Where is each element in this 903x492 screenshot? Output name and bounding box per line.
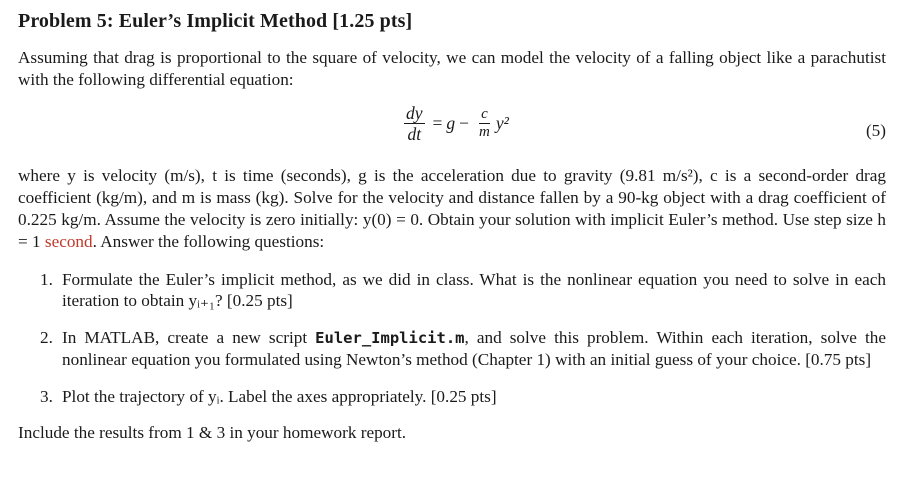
question-text-after: , and solve this problem. Within each iteration, solve the nonlinear equation you formulated using Newton’s method (Chapter 1) with an initial guess of your choice. [0.75 pts] bbox=[62, 328, 886, 369]
derivative-denominator: dt bbox=[407, 124, 422, 144]
drag-denominator: m bbox=[479, 124, 490, 140]
gravity-symbol: g bbox=[446, 113, 456, 133]
derivative-fraction bbox=[404, 103, 425, 144]
drag-numerator: c bbox=[481, 106, 488, 122]
list-marker: 3. bbox=[40, 387, 53, 406]
derivative-numerator: dy bbox=[406, 103, 423, 123]
question-text-before: In MATLAB, create a new script bbox=[62, 328, 316, 347]
body-paragraph bbox=[18, 165, 886, 253]
intro-paragraph: Assuming that drag is proportional to the square of velocity, we can model the velocity of a falling object like a parachutist with the following differential equation: bbox=[18, 48, 886, 89]
script-filename: Euler_Implicit.m bbox=[315, 329, 465, 347]
body-text-part1: where y is velocity (m/s), t is time (seconds), g is the acceleration due to gravity (9.81 m/s²), c is a second-order drag coefficient (kg/m), and m is mass (kg). Solve for the velocity and distance fallen by a 90-kg object with a drag coefficient of 0.225 kg/m. Assume the velocity is zero initially: y(0) = 0. Obtain your solution with implicit Euler’s method. Use step size h = 1 bbox=[18, 166, 886, 251]
list-marker: 1. bbox=[40, 270, 53, 289]
problem-page bbox=[18, 10, 886, 443]
list-item bbox=[18, 269, 886, 311]
list-item bbox=[18, 386, 886, 407]
equation-number: (5) bbox=[865, 121, 886, 140]
minus-sign: − bbox=[459, 113, 470, 133]
differential-equation bbox=[400, 103, 509, 144]
problem-heading: Problem 5: Euler’s Implicit Method [1.25 pts] bbox=[18, 10, 413, 32]
list-item bbox=[18, 327, 886, 370]
drag-fraction bbox=[477, 106, 492, 141]
list-marker: 2. bbox=[40, 328, 53, 347]
equals-sign: = bbox=[432, 113, 443, 133]
body-text-part2: . Answer the following questions: bbox=[92, 232, 325, 251]
equation-row bbox=[18, 97, 886, 161]
question-text: Formulate the Euler’s implicit method, as we did in class. What is the nonlinear equation you need to solve in each iteration to obtain yᵢ₊₁? [0.25 pts] bbox=[62, 270, 886, 310]
question-list bbox=[18, 269, 886, 407]
footer-note: Include the results from 1 & 3 in your homework report. bbox=[18, 423, 407, 442]
velocity-squared: y² bbox=[495, 113, 509, 133]
question-text: Plot the trajectory of yᵢ. Label the axes appropriately. [0.25 pts] bbox=[62, 387, 497, 406]
highlighted-unit: second bbox=[44, 232, 93, 251]
